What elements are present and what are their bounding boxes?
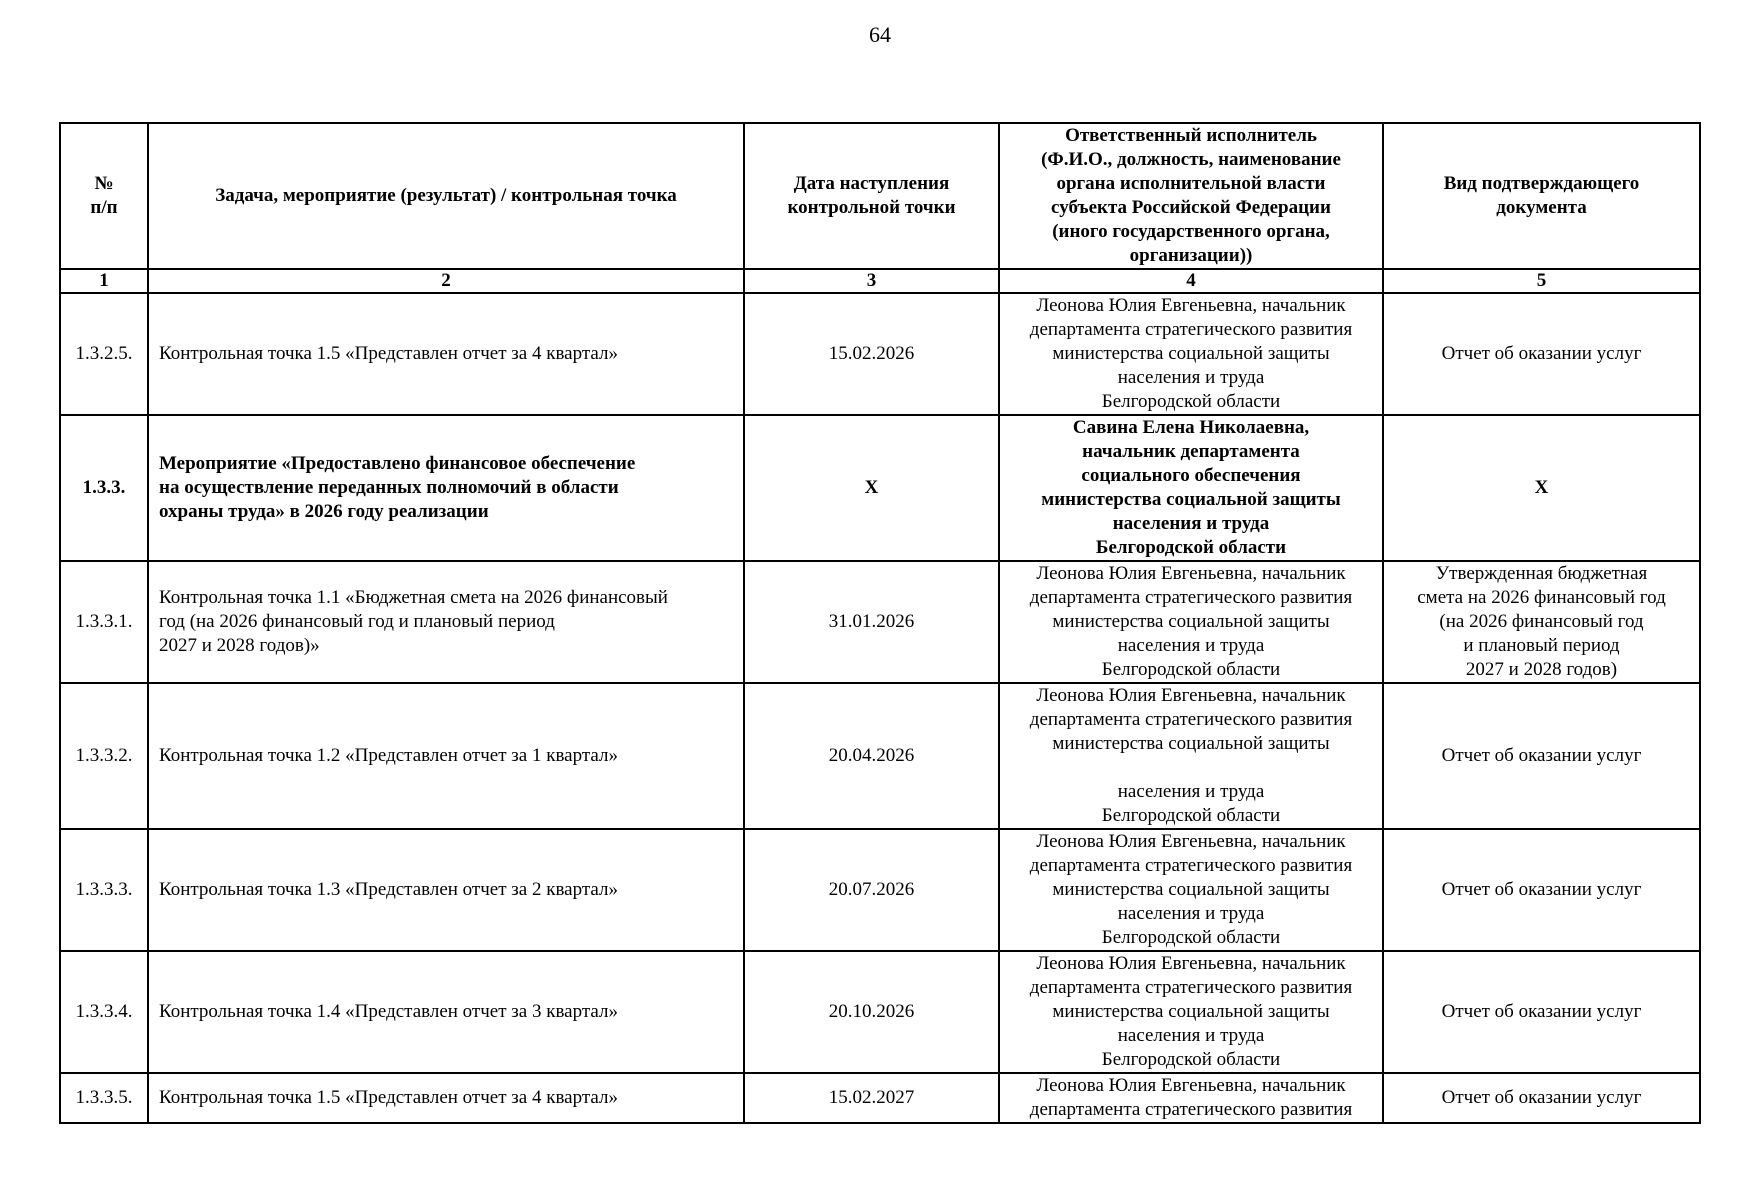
row-document: Отчет об оказании услуг bbox=[1383, 951, 1700, 1073]
column-number: 1 bbox=[60, 269, 148, 293]
row-responsible: Леонова Юлия Евгеньевна, начальник департамента стратегического развития министерства социальной защиты населения и труда Белгородской области bbox=[999, 683, 1383, 829]
row-document: Отчет об оказании услуг bbox=[1383, 829, 1700, 951]
row-task: Контрольная точка 1.5 «Представлен отчет за 4 квартал» bbox=[148, 293, 744, 415]
row-task: Контрольная точка 1.3 «Представлен отчет за 2 квартал» bbox=[148, 829, 744, 951]
header-number: № п/п bbox=[60, 123, 148, 269]
page-number: 64 bbox=[869, 22, 891, 47]
row-number: 1.3.3.1. bbox=[60, 561, 148, 683]
row-date: 15.02.2026 bbox=[744, 293, 999, 415]
table-header-row bbox=[60, 123, 1700, 269]
table-row bbox=[60, 683, 1700, 829]
row-number: 1.3.3.3. bbox=[60, 829, 148, 951]
row-task: Мероприятие «Предоставлено финансовое обеспечение на осуществление переданных полномочий в области охраны труда» в 2026 году реализации bbox=[148, 415, 744, 561]
table-row bbox=[60, 561, 1700, 683]
column-number: 3 bbox=[744, 269, 999, 293]
row-task: Контрольная точка 1.5 «Представлен отчет за 4 квартал» bbox=[148, 1073, 744, 1123]
column-number: 2 bbox=[148, 269, 744, 293]
row-task: Контрольная точка 1.1 «Бюджетная смета на 2026 финансовый год (на 2026 финансовый год и плановый период 2027 и 2028 годов)» bbox=[148, 561, 744, 683]
row-number: 1.3.3.2. bbox=[60, 683, 148, 829]
header-task: Задача, мероприятие (результат) / контрольная точка bbox=[148, 123, 744, 269]
table-row bbox=[60, 415, 1700, 561]
column-number: 4 bbox=[999, 269, 1383, 293]
row-document: Отчет об оказании услуг bbox=[1383, 1073, 1700, 1123]
row-responsible: Леонова Юлия Евгеньевна, начальник департамента стратегического развития министерства социальной защиты населения и труда Белгородской области bbox=[999, 293, 1383, 415]
row-date: 31.01.2026 bbox=[744, 561, 999, 683]
row-responsible: Леонова Юлия Евгеньевна, начальник департамента стратегического развития bbox=[999, 1073, 1383, 1123]
row-responsible: Савина Елена Николаевна, начальник департамента социального обеспечения министерства социальной защиты населения и труда Белгородской области bbox=[999, 415, 1383, 561]
row-date: 20.04.2026 bbox=[744, 683, 999, 829]
row-responsible: Леонова Юлия Евгеньевна, начальник департамента стратегического развития министерства социальной защиты населения и труда Белгородской области bbox=[999, 561, 1383, 683]
table-row bbox=[60, 829, 1700, 951]
row-date: 20.10.2026 bbox=[744, 951, 999, 1073]
row-document: Отчет об оказании услуг bbox=[1383, 293, 1700, 415]
column-number: 5 bbox=[1383, 269, 1700, 293]
row-document: Утвержденная бюджетная смета на 2026 финансовый год (на 2026 финансовый год и плановый период 2027 и 2028 годов) bbox=[1383, 561, 1700, 683]
row-date: X bbox=[744, 415, 999, 561]
row-task: Контрольная точка 1.4 «Представлен отчет за 3 квартал» bbox=[148, 951, 744, 1073]
row-responsible: Леонова Юлия Евгеньевна, начальник департамента стратегического развития министерства социальной защиты населения и труда Белгородской области bbox=[999, 829, 1383, 951]
row-number: 1.3.3.5. bbox=[60, 1073, 148, 1123]
row-number: 1.3.3.4. bbox=[60, 951, 148, 1073]
header-document: Вид подтверждающего документа bbox=[1383, 123, 1700, 269]
header-date: Дата наступления контрольной точки bbox=[744, 123, 999, 269]
row-document: X bbox=[1383, 415, 1700, 561]
row-responsible: Леонова Юлия Евгеньевна, начальник департамента стратегического развития министерства социальной защиты населения и труда Белгородской области bbox=[999, 951, 1383, 1073]
row-task: Контрольная точка 1.2 «Представлен отчет за 1 квартал» bbox=[148, 683, 744, 829]
table-row bbox=[60, 1073, 1700, 1123]
row-date: 20.07.2026 bbox=[744, 829, 999, 951]
row-number: 1.3.2.5. bbox=[60, 293, 148, 415]
row-number: 1.3.3. bbox=[60, 415, 148, 561]
header-responsible: Ответственный исполнитель (Ф.И.О., должность, наименование органа исполнительной власти субъекта Российской Федерации (иного государственного органа, организации)) bbox=[999, 123, 1383, 269]
row-document: Отчет об оказании услуг bbox=[1383, 683, 1700, 829]
control-points-table bbox=[59, 122, 1701, 1124]
table-row bbox=[60, 951, 1700, 1073]
column-number-row bbox=[60, 269, 1700, 293]
table-row bbox=[60, 293, 1700, 415]
row-date: 15.02.2027 bbox=[744, 1073, 999, 1123]
